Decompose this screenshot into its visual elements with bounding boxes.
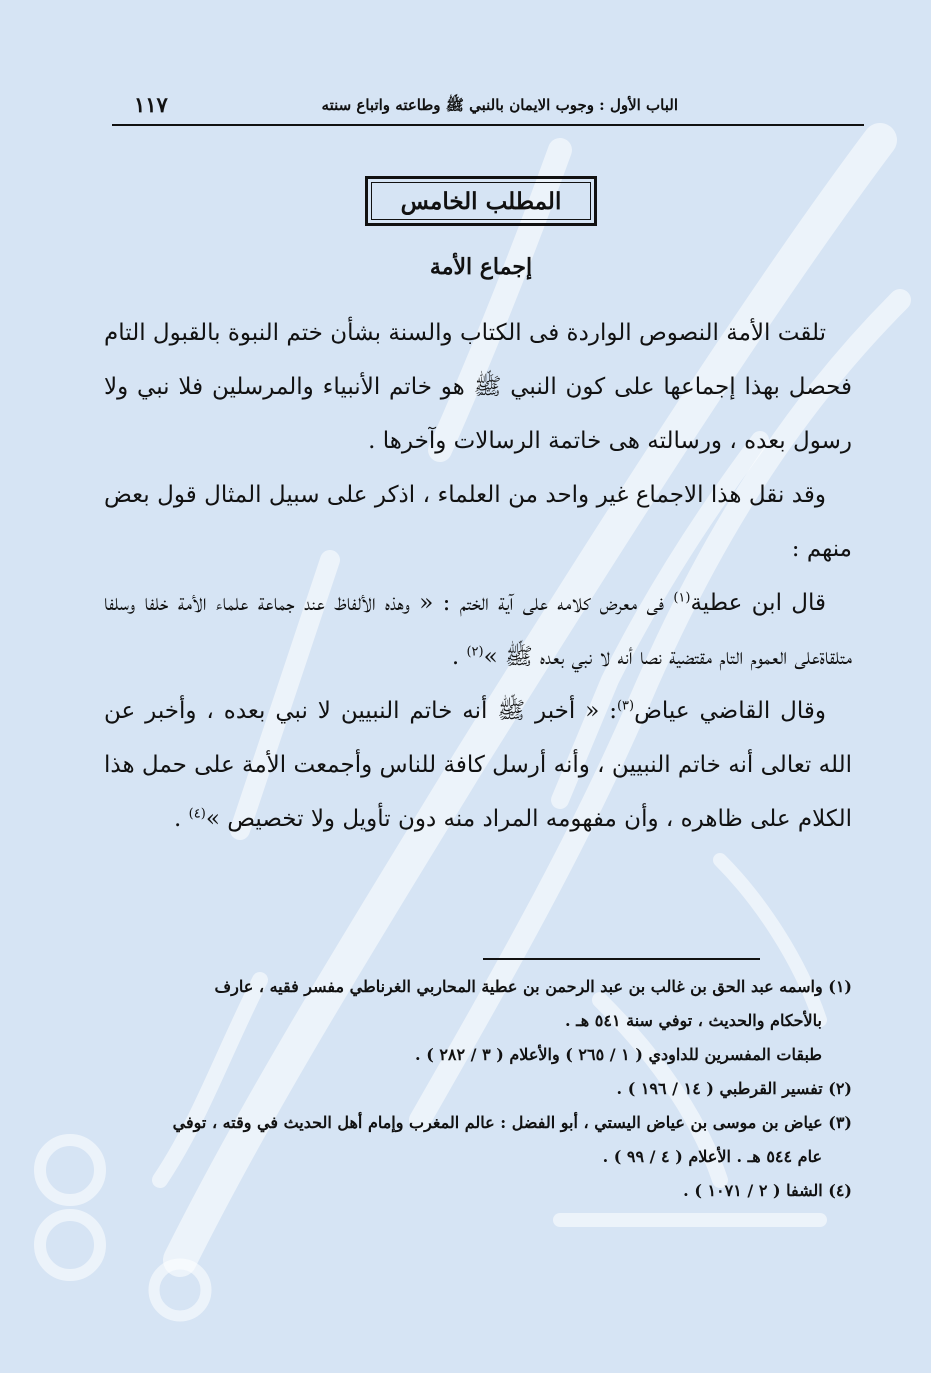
- footnote-divider: [483, 958, 760, 960]
- main-text: [104, 306, 852, 846]
- paragraph-4-part-c: .: [174, 806, 189, 832]
- footnote-ref-2: (٢): [466, 644, 484, 660]
- page-number: ١١٧: [134, 92, 168, 117]
- footnote-ref-4: (٤): [188, 806, 206, 822]
- footnote-4: (٤) الشفا ( ٢ / ١٠٧١ ) .: [683, 1181, 852, 1200]
- header-title: الباب الأول : وجوب الايمان بالنبي ﷺ وطاعته واتباع سنته: [321, 96, 678, 114]
- footnote-ref-1: (١): [673, 590, 691, 606]
- paragraph-4-part-b: : « أخبر ﷺ أنه خاتم النبيين لا نبي بعده ، وأخبر عن الله تعالى أنه خاتم النبيين ، وأنه أرسل كافة للناس وأجمعت الأمة على حمل هذا الكلام على ظاهره ، وأن مفهومه المراد منه دون تأويل ولا تخصيص »: [104, 698, 852, 832]
- paragraph-3-part-a: قال ابن عطية: [690, 590, 827, 616]
- paragraph-3: [104, 576, 852, 684]
- paragraph-3-part-b: فى معرض كلامه على آية الختم : « وهذه الألفاظ عند جماعة علماء الأمة خلفا وسلفا متلقاةعلى العموم التام مقتضية نصا أنه لا نبي بعده ﷺ »: [104, 590, 852, 670]
- paragraph-1: تلقت الأمة النصوص الواردة فى الكتاب والسنة بشأن ختم النبوة بالقبول التام فحصل بهذا إجماعها على كون النبي ﷺ هو خاتم الأنبياء والمرسلين فلا نبي ولا رسول بعده ، ورسالته هى خاتمة الرسالات وآخرها .: [104, 320, 852, 454]
- section-subtitle: إجماع الأمة: [429, 254, 533, 280]
- paragraph-3-part-c: .: [451, 644, 467, 670]
- footnote-1-line-2: بالأحكام والحديث ، توفي سنة ٥٤١ هـ .: [564, 1011, 822, 1030]
- section-heading-box: [365, 176, 597, 226]
- running-header: [112, 92, 864, 126]
- footnote-3-line-2: عام ٥٤٤ هـ . الأعلام ( ٤ / ٩٩ ) .: [602, 1147, 822, 1166]
- section-heading: المطلب الخامس: [371, 182, 591, 220]
- paragraph-4-part-a: وقال القاضي عياض: [634, 698, 826, 724]
- paragraph-4: [104, 684, 852, 846]
- paragraph-2: وقد نقل هذا الاجماع غير واحد من العلماء ، اذكر على سبيل المثال قول بعض منهم :: [104, 482, 852, 562]
- footnote-1-line-3: طبقات المفسرين للداودي ( ١ / ٢٦٥ ) والأعلام ( ٣ / ٢٨٢ ) .: [415, 1045, 822, 1064]
- footnotes: [104, 970, 852, 1208]
- footnote-3-line-1: (٣) عياض بن موسى بن عياض اليستي ، أبو الفضل : عالم المغرب وإمام أهل الحديث في وقته ، توفي: [172, 1113, 852, 1132]
- footnote-ref-3: (٣): [616, 698, 635, 714]
- footnote-1-line-1: (١) واسمه عبد الحق بن غالب بن عبد الرحمن بن عطية المحاربي الغرناطي مفسر فقيه ، عارف: [214, 977, 852, 996]
- footnote-2: (٢) تفسير القرطبي ( ١٤ / ١٩٦ ) .: [616, 1079, 852, 1098]
